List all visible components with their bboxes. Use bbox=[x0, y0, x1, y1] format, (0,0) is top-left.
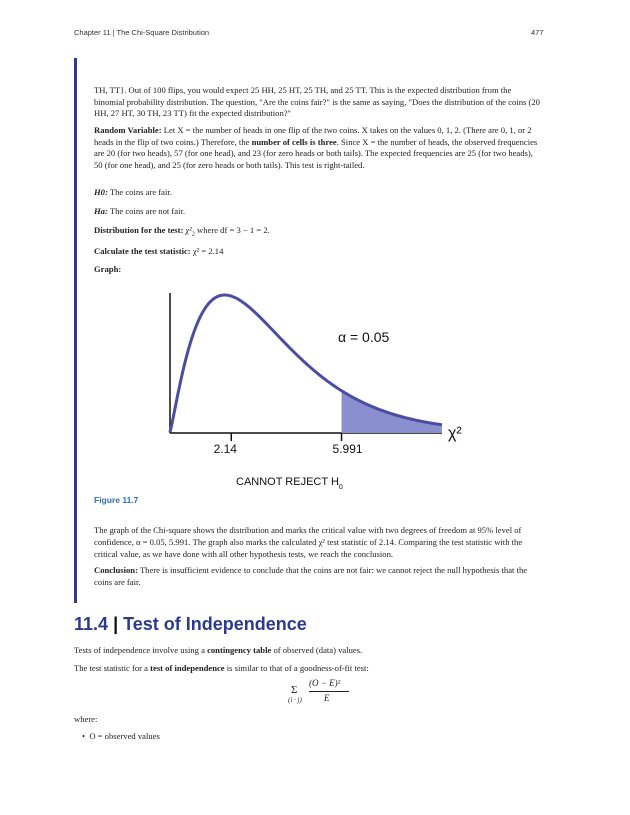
where-label: where: bbox=[74, 714, 98, 724]
random-variable-text2: . Since X = the number of heads, the observed frequencies are 20 (for two heads), 57 (for one head), and 23 (for zero heads or both tails). The expected frequencies are 25 (for two heads), 50 (for one head), and 25 (for zero heads or both tails). This test is right-tailed. bbox=[94, 136, 538, 170]
conclusion-label: Conclusion: bbox=[94, 565, 138, 575]
h0-text: The coins are fair. bbox=[109, 187, 172, 197]
h0-label: H0: bbox=[94, 187, 108, 197]
calc-label: Calculate the test statistic: bbox=[94, 246, 191, 256]
formula-numerator: (O − E)² bbox=[309, 678, 341, 688]
intro-text: TH, TT}. Out of 100 flips, you would expect 25 HH, 25 HT, 25 TH, and 25 TT. This is the expected distribution from the binomial probability distribution. The question, "Are the coins fair?" is the same as saying, "Does the distribution of the coins (20 HH, 27 HT, 30 TH, 23 TT) fit the expected distribution?" bbox=[94, 85, 540, 119]
x-axis-label: χ² bbox=[448, 425, 462, 442]
conclusion-text: There is insufficient evidence to conclude that the coins are not fair: we cannot reject the null hypothesis that the coins are fair. bbox=[94, 565, 528, 587]
tick-label-test-statistic: 2.14 bbox=[213, 442, 237, 456]
random-variable-label: Random Variable: bbox=[94, 125, 162, 135]
ha-label: Ha: bbox=[94, 206, 108, 216]
fraction-bar bbox=[309, 691, 349, 692]
density-curve bbox=[170, 295, 442, 432]
sum-index: (i · j) bbox=[288, 696, 302, 704]
figure-caption: Figure 11.7 bbox=[94, 495, 139, 505]
ha-line bbox=[94, 206, 540, 218]
tick-label-critical-value: 5.991 bbox=[332, 442, 363, 456]
explanation-paragraph: The graph of the Chi-square shows the distribution and marks the critical value with two degrees of freedom at 95% level of confidence, α = 0.05, 5.991. The graph also marks the calculated χ² test statistic of 2.14. Comparing the test statistic with the critical value, as we have done with all other hypothesis tests, we reach the conclusion. bbox=[94, 525, 523, 559]
section-number: 11.4 bbox=[74, 614, 109, 634]
random-variable-paragraph bbox=[94, 125, 540, 171]
section-title: Test of Independence bbox=[123, 614, 307, 634]
sum-symbol: Σ bbox=[291, 684, 298, 696]
ha-text: The coins are not fair. bbox=[109, 206, 186, 216]
graph-label: Graph: bbox=[94, 264, 122, 274]
random-variable-bold: number of cells is three bbox=[251, 136, 337, 147]
distribution-sub: 2 bbox=[191, 231, 195, 238]
calc-line bbox=[94, 246, 540, 258]
page-number: 477 bbox=[531, 28, 544, 37]
conclusion-paragraph bbox=[94, 564, 540, 588]
distribution-line bbox=[94, 225, 540, 241]
calc-text: χ² = 2.14 bbox=[192, 246, 224, 256]
example-rule bbox=[74, 58, 77, 603]
section-separator: | bbox=[113, 614, 119, 634]
independence-intro: Tests of independence involve using a contingency table of observed (data) values. bbox=[74, 645, 363, 655]
formula-denominator: E bbox=[324, 693, 330, 703]
distribution-text: where df = 3 − 1 = 2. bbox=[197, 225, 270, 235]
distribution-symbol: χ² bbox=[185, 225, 192, 235]
test-statistic-formula bbox=[288, 678, 378, 708]
alpha-annotation: α = 0.05 bbox=[338, 329, 390, 345]
running-header: Chapter 11 | The Chi-Square Distribution bbox=[74, 28, 210, 37]
rejection-region bbox=[342, 391, 442, 433]
section-heading bbox=[74, 614, 307, 635]
h0-line bbox=[94, 187, 540, 199]
chi-square-chart bbox=[150, 285, 480, 495]
distribution-label: Distribution for the test: bbox=[94, 225, 184, 235]
chart-caption: CANNOT REJECT $H_0$ bbox=[236, 476, 343, 491]
bullet-dot: • bbox=[82, 731, 90, 741]
random-variable-text: Let X = the number of heads in one flip of the two coins. X takes on the values 0, 1, 2. (There are 0, 1, or 2 heads in the flip of two coins.) Therefore, the bbox=[94, 125, 532, 147]
bullet-observed: • O = observed values bbox=[82, 731, 160, 741]
intro-paragraph bbox=[94, 85, 540, 120]
independence-statistic-sentence: The test statistic for a test of independence is similar to that of a goodness-of-fit test: bbox=[74, 663, 369, 673]
